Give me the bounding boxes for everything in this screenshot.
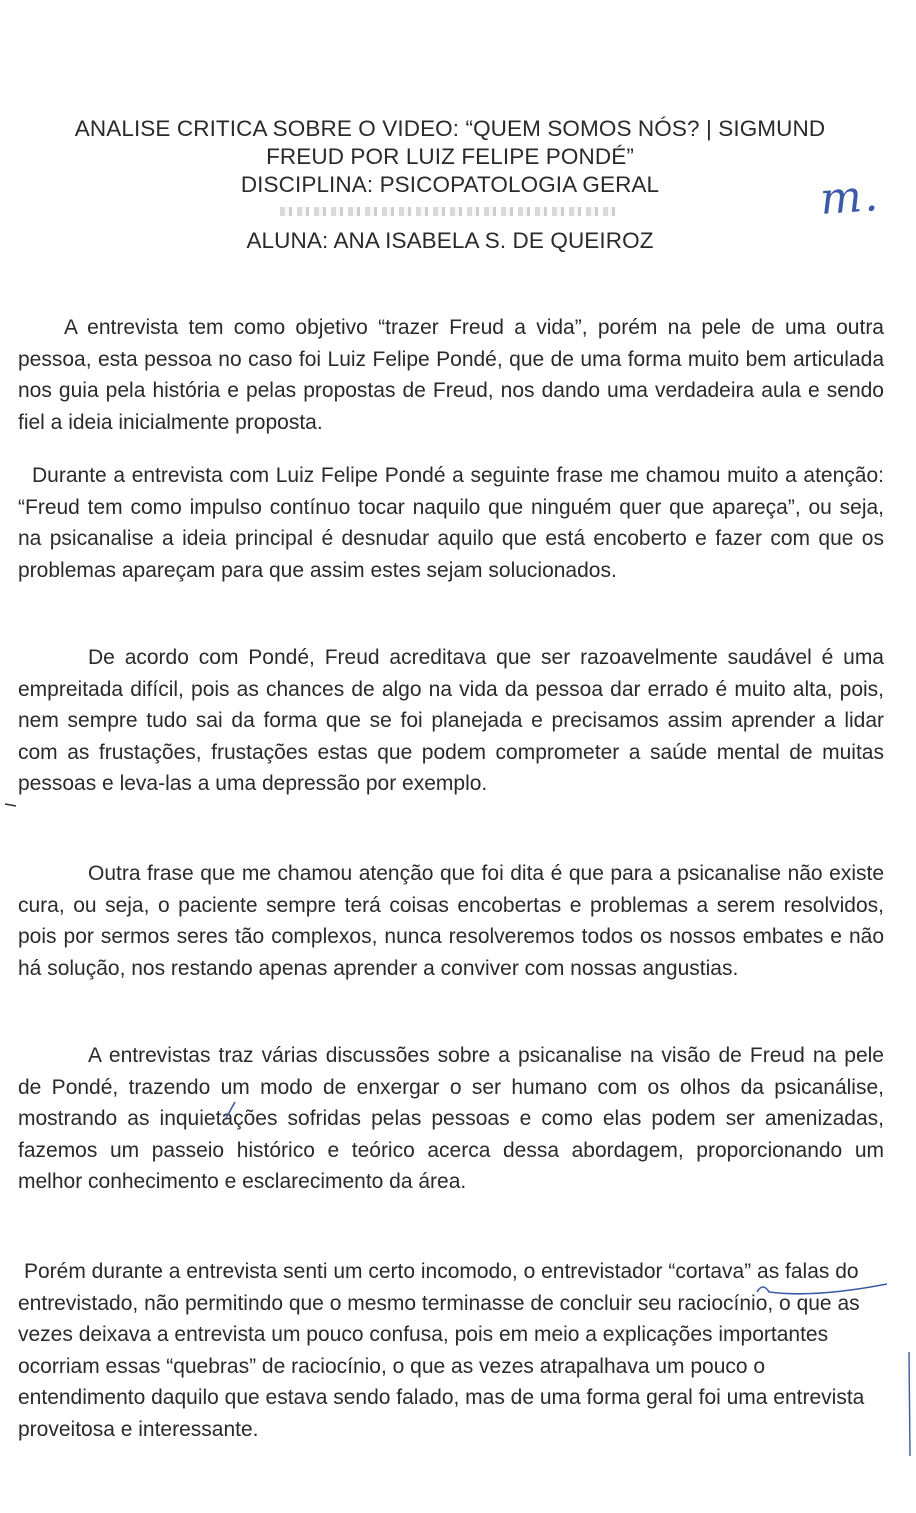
paragraph-2: Durante a entrevista com Luiz Felipe Pondé a seguinte frase me chamou muito a atenção: “Freud tem como impulso contínuo tocar naquilo que ninguém quer que apareça”, ou seja, na psicanalise a ideia principal é desnudar aquilo que está encoberto e fazer com que os problemas apareçam para que assim estes sejam solucionados.: [18, 464, 884, 582]
pen-margin-line: [904, 1350, 914, 1460]
pen-tick-mark: [4, 800, 18, 810]
student-line: ALUNA: ANA ISABELA S. DE QUEIROZ: [246, 228, 654, 253]
document-header: [0, 115, 900, 255]
title-line-1: ANALISE CRITICA SOBRE O VIDEO: “QUEM SOMOS NÓS? | SIGMUND: [74, 116, 826, 141]
handwritten-margin-note: m.: [818, 169, 882, 226]
paragraph-5: A entrevistas traz várias discussões sobre a psicanalise na visão de Freud na pele de Pondé, trazendo um modo de enxergar o ser humano com os olhos da psicanálise, mostrando as inquietações sofridas pelas pessoas e como elas podem ser amenizadas, fazemos um passeio histórico e teórico acerca dessa abordagem, proporcionando um melhor conhecimento e esclarecimento da área.: [18, 1044, 884, 1193]
discipline-line: DISCIPLINA: PSICOPATOLOGIA GERAL: [240, 172, 660, 197]
pen-underline-mark: [755, 1278, 895, 1308]
paragraph-6: Porém durante a entrevista senti um certo incomodo, o entrevistador “cortava” as falas do entrevistado, não permitindo que o mesmo terminasse de concluir seu raciocínio, o que as vezes deixava a entrevista um pouco confusa, pois em meio a explicações importantes ocorriam essas “quebras” de raciocínio, o que as vezes atrapalhava um pouco o entendimento daquilo que estava sendo falado, mas de uma forma geral foi uma entrevista proveitosa e interessante.: [18, 1260, 865, 1441]
paragraph-1: A entrevista tem como objetivo “trazer Freud a vida”, porém na pele de uma outra pessoa, esta pessoa no caso foi Luiz Felipe Pondé, que de uma forma muito bem articulada nos guia pela história e pelas propostas de Freud, nos dando uma verdadeira aula e sendo fiel a ideia inicialmente proposta.: [18, 316, 884, 434]
title-line-2: FREUD POR LUIZ FELIPE PONDÉ”: [266, 144, 634, 169]
redacted-line: [270, 201, 630, 223]
pen-accent-mark: [224, 1100, 238, 1120]
paragraph-4: Outra frase que me chamou atenção que foi dita é que para a psicanalise não existe cura, ou seja, o paciente sempre terá coisas encobertas e problemas a serem resolvidos, pois por sermos seres tão complexos, nunca resolveremos todos os nossos embates e não há solução, nos restando apenas aprender a conviver com nossas angustias.: [18, 862, 884, 980]
paragraph-3: De acordo com Pondé, Freud acreditava que ser razoavelmente saudável é uma empreitada difícil, pois as chances de algo na vida da pessoa dar errado é muito alta, pois, nem sempre tudo sai da forma que se foi planejada e precisamos assim aprender a lidar com as frustações, frustações estas que podem comprometer a saúde mental de muitas pessoas e leva-las a uma depressão por exemplo.: [18, 646, 884, 795]
